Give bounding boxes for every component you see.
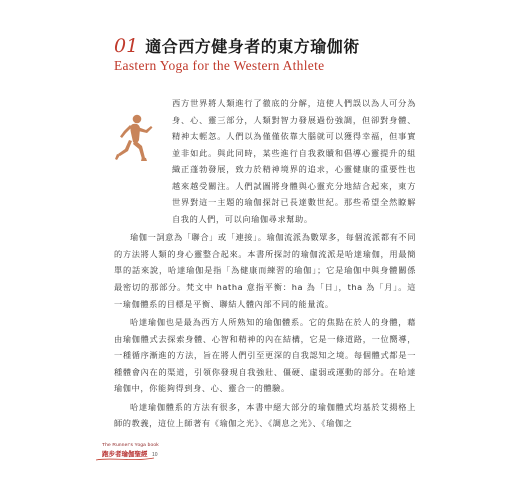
chapter-header — [114, 34, 360, 74]
swash-icon — [96, 456, 156, 462]
paragraph — [114, 95, 416, 227]
page-number: 10 — [152, 452, 158, 458]
page-footer — [102, 443, 159, 458]
chapter-title: 適合西方健身者的東方瑜伽術 — [145, 37, 360, 56]
chapter-title-line — [114, 34, 360, 57]
paragraph-text: 瑜伽一詞意為「聯合」或「連接」。瑜伽流派為數眾多，每個流派都有不同的方法將人類的身心靈整合起來。本書所探討的瑜伽流派是哈達瑜伽，用最簡單的話來說，哈達瑜伽是指「為健康而練習的瑜伽」；它是瑜伽中與身體關係最密切的那部分。梵文中 hatha 意指平衡：ha 為「日」，tha 為「月」。這一瑜伽體系的目標是平衡、聯結人體內部不同的能量流。 — [114, 232, 416, 309]
chapter-number: 01 — [114, 35, 139, 57]
paragraph — [114, 229, 416, 312]
paragraph-text: 哈達瑜伽也是最為西方人所熟知的瑜伽體系。它的焦點在於人的身體，藉由瑜伽體式去探索身體、心智和精神的內在結構，它是一條道路，一位嚮導，一種循序漸進的方法，旨在將人們引至更深的自我認知之境。每個體式都是一種體會內在的渠道，引領你發現自我強壯、僵硬、虛弱或運動的部分。在哈達瑜伽中，你能夠得到身、心、靈合一的體驗。 — [114, 317, 416, 394]
paragraph-text: 哈達瑜伽體系的方法有很多，本書中絕大部分的瑜伽體式均基於艾揚格上師的教義，這位上師著有《瑜伽之光》、《調息之光》、《瑜伽之 — [114, 401, 416, 429]
chapter-subtitle: Eastern Yoga for the Western Athlete — [114, 58, 325, 73]
footer-series-title: 跑步者瑜伽聖經 — [102, 450, 148, 458]
runner-space — [114, 95, 172, 227]
paragraph — [114, 399, 416, 432]
paragraph — [114, 314, 416, 397]
paragraph-text: 西方世界將人類進行了徹底的分解，這使人們誤以為人可分為身、心、靈三部分，人類對智力發展過份強調，但卻對身體、精神太輕忽。人們以為僅僅依靠大腦就可以獲得幸福，但事實並非如此。與此同時，某些進行自我救贖和倡導心靈提升的組織正蓬勃發展，致力於精神境界的追求，心靈健康的重要性也越來越受關注。人們試圖將身體與心靈充分地結合起來，東方世界對這一主題的瑜伽探討已長達數世紀。那些希望全然瞭解自我的人們，可以向瑜伽尋求幫助。 — [172, 98, 416, 224]
footer-brand: The Runner's Yoga book — [102, 443, 159, 448]
body-text — [114, 95, 416, 432]
